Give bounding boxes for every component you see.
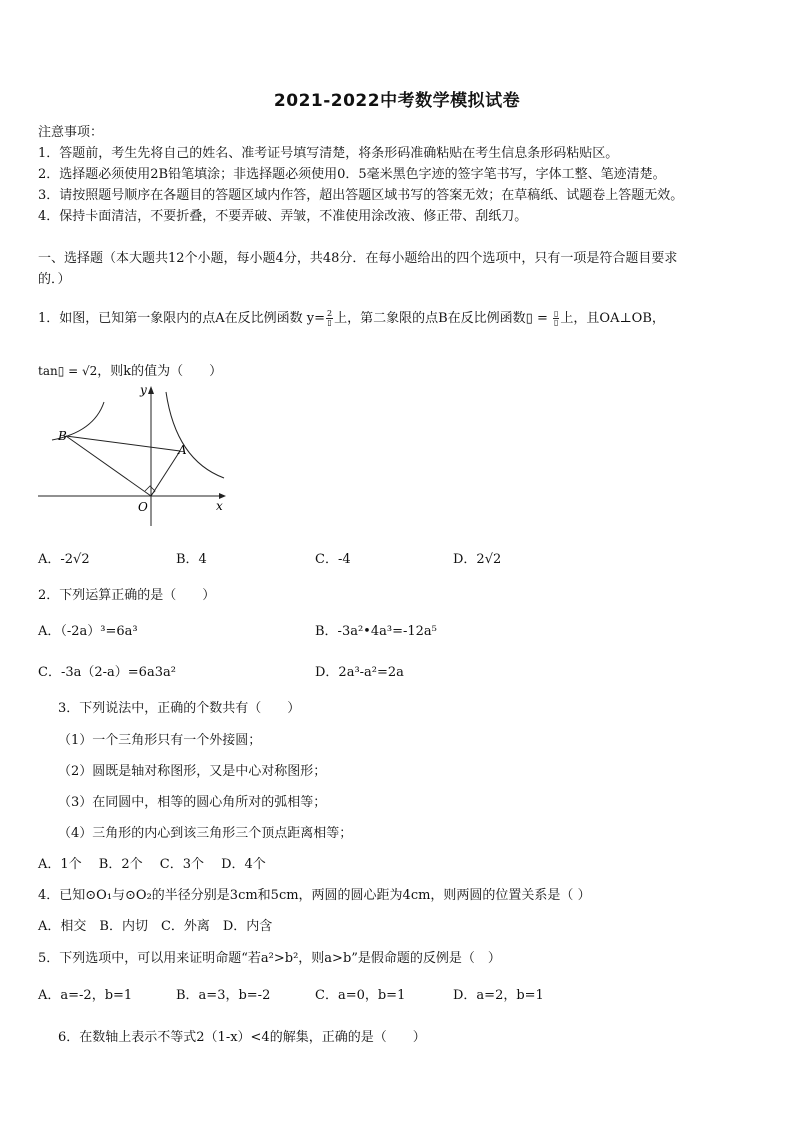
- question-1-stem: [38, 307, 665, 327]
- question-3-item-3: （3）在同圆中，相等的圆心角所对的弧相等；: [58, 795, 327, 810]
- question-2-option-a[interactable]: A．（-2a）³=6a³: [38, 624, 138, 639]
- notice-item-1: 1．答题前，考生先将自己的姓名、准考证号填写清楚，将条形码准确粘贴在考生信息条形码粘贴区。: [38, 146, 619, 161]
- question-4-options[interactable]: A．相交 B．内切 C．外离 D．内含: [38, 919, 273, 934]
- hyperbola-first-quadrant: [166, 392, 224, 478]
- question-5-option-c[interactable]: C．a=0，b=1: [315, 988, 406, 1003]
- question-3-item-4: （4）三角形的内心到该三角形三个顶点距离相等；: [58, 826, 353, 841]
- label-x: x: [216, 499, 223, 513]
- label-b: B: [58, 429, 67, 443]
- label-y: y: [140, 383, 147, 397]
- fraction-numerator: ▯: [554, 309, 559, 318]
- question-3-options[interactable]: A．1个 B．2个 C．3个 D．4个: [38, 857, 266, 872]
- segment-ob: [66, 436, 151, 496]
- question-1-line-2: [38, 360, 222, 379]
- question-1-figure: [36, 380, 232, 530]
- question-2-option-c[interactable]: C．-3a（2-a）=6a3a²: [38, 665, 176, 680]
- question-6-stem: 6．在数轴上表示不等式2（1-x）<4的解集，正确的是（ ）: [58, 1030, 426, 1045]
- label-o: O: [138, 500, 148, 514]
- question-5-stem: 5．下列选项中，可以用来证明命题“若a²>b²，则a>b”是假命题的反例是（ ）: [38, 951, 501, 966]
- question-5-option-a[interactable]: A．a=-2，b=1: [38, 988, 133, 1003]
- notice-heading: 注意事项：: [38, 125, 104, 140]
- notice-item-3: 3．请按照题号顺序在各题目的答题区域内作答，超出答题区域书写的答案无效；在草稿纸、试题卷上答题无效。: [38, 188, 684, 203]
- question-1-option-b[interactable]: B．4: [176, 552, 207, 567]
- section-heading-line-1: 一、选择题（本大题共12个小题，每小题4分，共48分．在每小题给出的四个选项中，只有一项是符合题目要求: [38, 251, 678, 266]
- question-1-text-part-3: 上，且OA⊥OB，: [560, 311, 665, 326]
- question-1-option-a[interactable]: A．-2√2: [38, 552, 90, 567]
- question-1-text-part-2: 上，第二象限的点B在反比例函数▯ =: [334, 311, 552, 326]
- fraction-denominator: ▯: [327, 318, 332, 327]
- question-1-text-part-1: 1．如图，已知第一象限内的点A在反比例函数 y=: [38, 311, 326, 326]
- right-angle-marker: [145, 486, 155, 496]
- question-5-option-d[interactable]: D．a=2，b=1: [453, 988, 544, 1003]
- segment-ab: [66, 436, 180, 451]
- question-3-item-1: （1）一个三角形只有一个外接圆；: [58, 733, 262, 748]
- question-3-stem: 3．下列说法中，正确的个数共有（ ）: [58, 701, 301, 716]
- notice-item-2: 2．选择题必须使用2B铅笔填涂；非选择题必须使用0．5毫米黑色字迹的签字笔书写，字体工整、笔迹清楚。: [38, 167, 666, 182]
- fraction-denominator: ▯: [554, 318, 559, 327]
- question-1-fraction-2: [553, 310, 559, 327]
- notice-item-4: 4．保持卡面清洁，不要折叠，不要弄破、弄皱，不准使用涂改液、修正带、刮纸刀。: [38, 209, 528, 224]
- question-1-option-d[interactable]: D．2√2: [453, 552, 502, 567]
- label-a: A: [178, 443, 187, 457]
- question-3-item-2: （2）圆既是轴对称图形，又是中心对称图形；: [58, 764, 327, 779]
- question-1-option-c[interactable]: C．-4: [315, 552, 351, 567]
- question-1-fraction-1: [326, 310, 333, 327]
- fraction-numerator: 2: [327, 309, 333, 318]
- section-heading-line-2: 的．）: [38, 272, 71, 287]
- question-2-option-d[interactable]: D．2a³-a²=2a: [315, 665, 404, 680]
- question-1-prompt: ，则k的值为（ ）: [97, 364, 223, 379]
- y-axis-arrow: [148, 386, 154, 394]
- question-5-option-b[interactable]: B．a=3，b=-2: [176, 988, 271, 1003]
- question-4-stem: 4．已知⊙O₁与⊙O₂的半径分别是3cm和5cm，两圆的圆心距为4cm，则两圆的位置关系是（ ）: [38, 888, 591, 903]
- tan-expression: tan▯ = √2: [38, 364, 98, 378]
- segment-oa: [151, 451, 180, 496]
- question-2-stem: 2．下列运算正确的是（ ）: [38, 588, 216, 603]
- page-title: 2021-2022中考数学模拟试卷: [273, 91, 521, 111]
- question-2-option-b[interactable]: B．-3a²•4a³=-12a⁵: [315, 624, 437, 639]
